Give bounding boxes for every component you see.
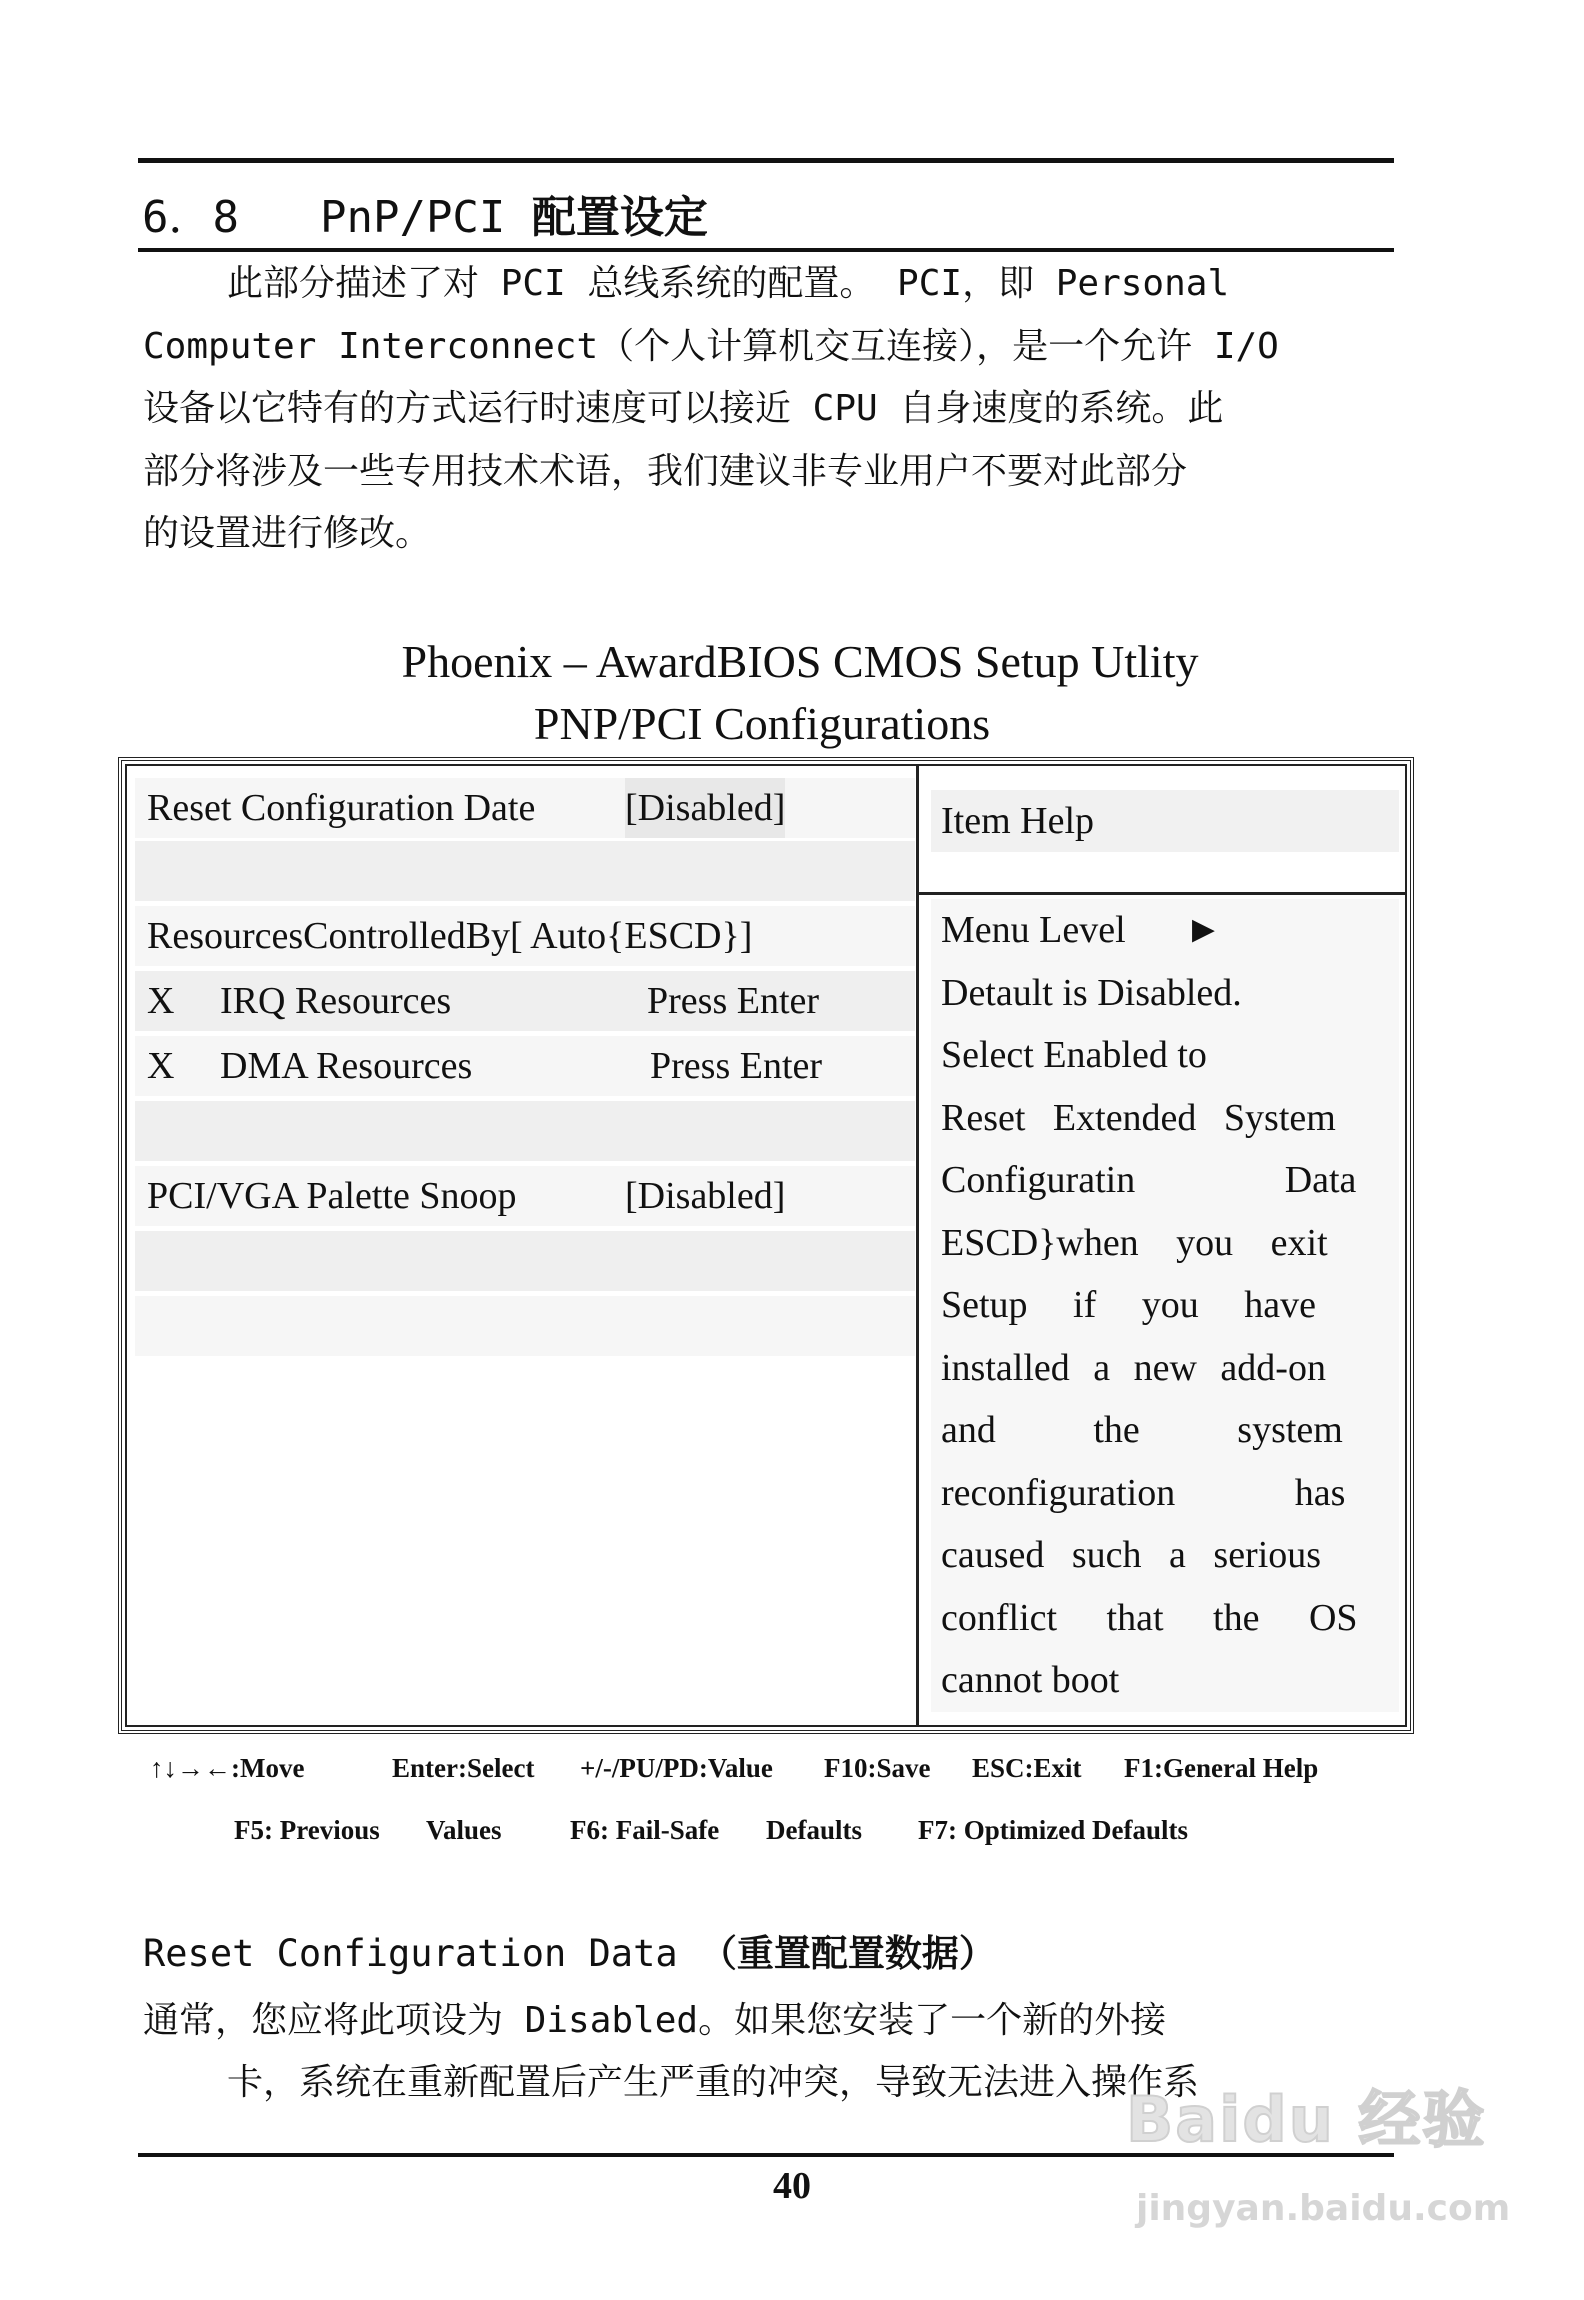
option-label: PCI/VGA Palette Snoop	[147, 1175, 517, 1217]
subsection-paragraph	[143, 1990, 1199, 2114]
option-value[interactable]: [Disabled]	[625, 778, 785, 838]
help-line: Select Enabled to	[931, 1024, 1399, 1087]
option-irq-resources[interactable]	[135, 971, 915, 1031]
key-optimized-defaults: F7: Optimized Defaults	[918, 1815, 1188, 1845]
key-previous: F5: Previous	[234, 1815, 380, 1845]
item-help-title: Item Help	[931, 790, 1399, 852]
baidu-jingyan-watermark	[1126, 2070, 1511, 2280]
page-number: 40	[773, 2165, 811, 2207]
intro-line: 部分将涉及一些专用技术术语，我们建议非专业用户不要对此部分	[143, 450, 1188, 492]
section-title	[142, 190, 708, 246]
subsection-title-en: Reset Configuration Data	[143, 1932, 678, 1975]
help-line: Detault is Disabled.	[931, 962, 1399, 1025]
intro-line: Computer Interconnect（个人计算机交互连接），是一个允许 I/O	[143, 325, 1279, 367]
key-save: F10:Save	[824, 1753, 931, 1783]
option-value[interactable]: [Disabled]	[625, 1175, 786, 1217]
option-value[interactable]: Press Enter	[650, 1045, 823, 1087]
option-label: IRQ Resources	[220, 980, 452, 1022]
option-empty-row	[135, 1231, 915, 1291]
key-fail-safe: F6: Fail-Safe	[570, 1815, 720, 1845]
title-underline	[138, 248, 1394, 252]
help-line: Configuratin Data	[931, 1149, 1399, 1212]
help-menu-level	[931, 899, 1399, 962]
option-empty-row	[135, 1101, 915, 1161]
key-select: Enter:Select	[392, 1753, 535, 1783]
watermark-logo-text: Baidu 经验	[1126, 2083, 1487, 2156]
help-line: conflict that the OS	[931, 1587, 1399, 1650]
help-line: reconfiguration has	[931, 1462, 1399, 1525]
section-title-zh: 配置设定	[531, 192, 708, 243]
help-line: Setup if you have	[931, 1274, 1399, 1337]
option-value[interactable]: Press Enter	[647, 980, 820, 1022]
item-help-text	[931, 899, 1399, 1712]
bios-title: Phoenix – AwardBIOS CMOS Setup Utlity	[401, 636, 1199, 687]
top-rule	[138, 158, 1394, 163]
help-line: and the system	[931, 1399, 1399, 1462]
key-value: +/-/PU/PD:Value	[580, 1753, 773, 1783]
menu-level-label: Menu Level	[941, 909, 1126, 951]
key-previous-values: Values	[426, 1815, 502, 1845]
option-mark: X	[147, 980, 175, 1022]
subsection-title-zh: （重置配置数据）	[699, 1932, 996, 1975]
option-label: ResourcesControlledBy[ Auto{ESCD}]	[147, 915, 753, 957]
option-reset-configuration[interactable]	[135, 778, 915, 838]
option-label: DMA Resources	[220, 1045, 473, 1087]
key-exit: ESC:Exit	[972, 1753, 1082, 1783]
option-empty-row	[135, 841, 915, 901]
key-fail-safe-defaults: Defaults	[766, 1815, 862, 1845]
help-line: cannot boot	[931, 1649, 1399, 1712]
help-line: caused such a serious	[931, 1524, 1399, 1587]
intro-line: 的设置进行修改。	[143, 513, 432, 554]
subsection-line: 通常，您应将此项设为 Disabled。如果您安装了一个新的外接	[143, 2000, 1167, 2041]
item-help-pane	[919, 766, 1405, 1725]
subsection-line: 卡，系统在重新配置后产生严重的冲突，导致无法进入操作系	[227, 2062, 1200, 2103]
option-label: Reset Configuration Date	[147, 787, 536, 829]
help-line: Reset Extended System	[931, 1087, 1399, 1150]
menu-level-arrow-icon: ►	[1184, 909, 1223, 951]
help-line: ESCD}when you exit	[931, 1212, 1399, 1275]
bios-inner-border	[125, 764, 1407, 1727]
subsection-heading	[143, 1928, 996, 1980]
option-dma-resources[interactable]	[135, 1036, 915, 1096]
option-pci-vga-palette-snoop[interactable]	[135, 1166, 915, 1226]
intro-paragraph	[143, 253, 1363, 566]
key-general-help: F1:General Help	[1124, 1753, 1319, 1783]
section-title-en: PnP/PCI	[319, 192, 506, 243]
bios-screen	[118, 757, 1414, 1734]
help-divider	[919, 892, 1405, 895]
key-move: ↑↓→←:Move	[150, 1753, 305, 1783]
option-resources-controlled-by[interactable]	[135, 906, 915, 966]
section-number: 6．8	[142, 192, 239, 243]
intro-line: 此部分描述了对 PCI 总线系统的配置。 PCI，即 Personal	[227, 263, 1230, 304]
options-pane	[127, 766, 919, 1725]
option-empty-row	[135, 1296, 915, 1356]
watermark-url: jingyan.baidu.com	[1136, 2188, 1511, 2229]
option-mark: X	[147, 1045, 175, 1087]
bios-subtitle: PNP/PCI Configurations	[533, 698, 991, 749]
intro-line: 设备以它特有的方式运行时速度可以接近 CPU 自身速度的系统。此	[143, 388, 1224, 429]
help-line: installed a new add-on	[931, 1337, 1399, 1400]
